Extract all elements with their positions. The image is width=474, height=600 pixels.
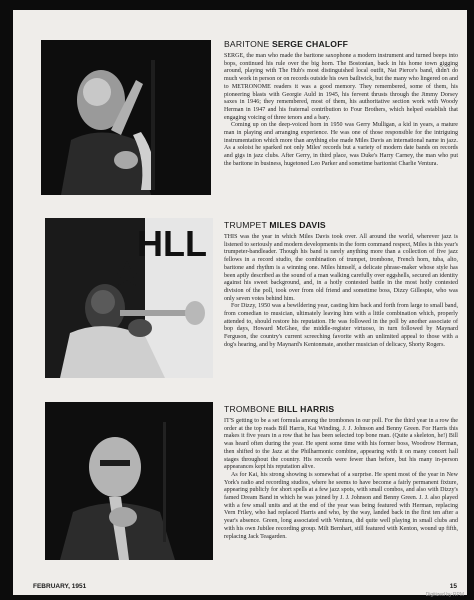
heading-musician-name: BILL HARRIS xyxy=(277,404,335,414)
article-baritone xyxy=(224,39,458,169)
magazine-page xyxy=(13,10,467,595)
article-paragraph: As for Kai, his strong showing is somewhat of a surprise. He spent most of the year in New York's radio and recording studios, where he seems to have become a fairly permanent fixture, appearing publicly for short spells at a few jazz spots, with small combos, and also with Dizzy's famed Dream Band in which he was joined by J. J. Johnson and Benny Green. J. J. also played with a few small units and at the end of the year was being featured with Herman, replacing Vern Friley, who had replaced Harris and who, by the way, landed back in the first ten after a year's absence. Green, long associated with Ventura, did quite well playing in small clubs and with his own Jubilee recording group. Milt Bernhart, still featured with Kenton, wound up fifth, replacing Jack Teagarden. xyxy=(224,471,458,540)
heading-instrument: BARITONE xyxy=(224,39,270,49)
heading-instrument: TRUMPET xyxy=(224,220,267,230)
page-footer xyxy=(33,583,457,593)
article-paragraph: THIS was the year in which Miles Davis took over. All around the world, wherever jazz is listened to seriously and modern developments in the form command respect, Miles is this year's trumpeter-bandleader. Though his band is rarely anything more than a collection of five jazz fellows in a record studio, the combination of trumpet, trombone, French horn, tuba, alto, baritone and rhythm is a winning one. Miles himself, a delicate phrase-maker whose style has been aptly described as the sound of a man walking carefully over eggshells, secured an identity against his sweet background, and, in a hotly contested battle in the most hotly contested division of the poll, took over from old friend and sometime boss, Dizzy Gillespie, who was only seven votes behind him. xyxy=(224,234,459,302)
page-number: 15 xyxy=(449,583,457,590)
article-paragraph: For Dizzy, 1950 was a bewildering year, casting him back and forth from large to small band, from comedian to musician, ultimately leaving him with a little combination which, properly attended to, should restore his reputation. He was followed in the poll by another associate of bop days, Howard McGhee, the middle-register virtuoso, in turn followed by Maynard Ferguson, the country's current screeching favorite with an unlimited appeal to those with a dog's hearing, and by Maynard's Kentonmate, another musician of delicacy, Shorty Rogers. xyxy=(224,303,458,348)
issue-date: FEBRUARY, 1951 xyxy=(33,583,87,590)
article-body xyxy=(224,234,458,350)
article-heading xyxy=(224,404,458,414)
article-paragraph: Coming up on the deep-voiced horn in 1950 was Gerry Mulligan, a kid in years, a mature man in playing and arranging experience. He was one of those responsible for the intriguing instrumentation which more than anything else made Miles Davis an international name in jazz. As a soloist he sparked not only Miles' records but a variety of modern date bands on records and gigs in jazz clubs. After Gerry, in third place, was Duke's Harry Carney, the man who put the baritone in business, hugetoned Leo Parker and sometime baritonist Charlie Ventura. xyxy=(224,122,458,167)
photo-miles-davis xyxy=(45,218,213,378)
article-trumpet xyxy=(224,220,458,350)
article-heading xyxy=(224,220,458,230)
article-paragraph: IT'S getting to be a set formula among the trombones in our poll. For the third year in a row the order at the top reads Bill Harris, Kai Winding, J. J. Johnson and Benny Green. For Harris this makes it five years in a row that he has been selected top bone man. (Quite a skeleton, he!) Bill was heard often during the year. He spent some time with his former boss, Woodrow Herman, then shifted to the Jazz at the Philharmonic combine, appearing with it on many concert hall stages throughout the country. His records were fewer than before, but his many in-person appearances kept his reputation alive. xyxy=(224,418,458,471)
article-paragraph: SERGE, the man who made the baritone saxophone a modern instrument and turned beeps into bops, continued his rule over the big horn. The Bostonian, back in his home town gigging around, playing with The Hub's most distinguished local outfit, Nat Pierce's band, didn't do much work in person or on records outside his own bailiwick, but the many who lingered on and to METRONOME readers it was a good memory. They remembered, some of them, his pioneering blasts with Georgie Auld in 1945, his fervent thrusts through the Jimmy Dorsey saxes in 1946; they remembered, most of them, his authoritative section work with Woody Herman in 1947 and his fraternal contribution to Four Brothers, which helped establish that engaging voicing of three tenors and a bary. xyxy=(224,53,458,121)
photo-bill-harris xyxy=(45,402,213,560)
digitization-watermark: Digitized by RPM xyxy=(425,592,464,598)
article-body xyxy=(224,418,458,541)
article-body xyxy=(224,53,458,169)
background-sign-text: HLL xyxy=(137,223,207,264)
heading-instrument: TROMBONE xyxy=(224,404,276,414)
article-trombone xyxy=(224,404,458,541)
photo-serge-chaloff xyxy=(41,40,211,195)
article-heading xyxy=(224,39,458,49)
heading-musician-name: MILES DAVIS xyxy=(269,220,326,230)
heading-musician-name: SERGE CHALOFF xyxy=(271,39,349,49)
